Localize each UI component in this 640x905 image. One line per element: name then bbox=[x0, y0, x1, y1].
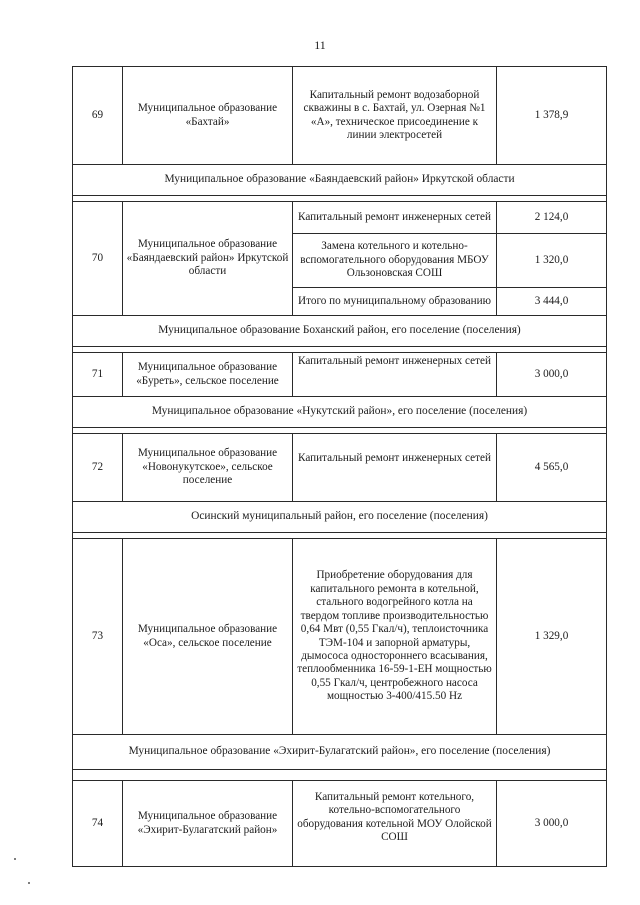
subtotal-amount-cell: 3 444,0 bbox=[497, 288, 607, 316]
table-row bbox=[73, 781, 607, 867]
scan-speck bbox=[28, 882, 30, 884]
section-title: Муниципальное образование «Эхирит-Булагатский район», его поселение (поселения) bbox=[73, 735, 607, 770]
municipality-cell: Муниципальное образование «Оса», сельское поселение bbox=[123, 539, 293, 735]
scan-speck bbox=[14, 858, 16, 860]
amount-cell: 1 378,9 bbox=[497, 67, 607, 165]
spacer-row bbox=[73, 770, 607, 781]
amount-cell: 3 000,0 bbox=[497, 781, 607, 867]
section-header-row bbox=[73, 316, 607, 347]
section-header-row bbox=[73, 502, 607, 533]
municipality-cell: Муниципальное образование «Баяндаевский район» Иркутской области bbox=[123, 202, 293, 316]
municipality-cell: Муниципальное образование «Бахтай» bbox=[123, 67, 293, 165]
subtotal-label-cell: Итого по муниципальному образованию bbox=[293, 288, 497, 316]
table-row bbox=[73, 67, 607, 165]
work-description-cell: Замена котельного и котельно-вспомогательного оборудования МБОУ Ользоновская СОШ bbox=[293, 234, 497, 288]
section-title: Муниципальное образование «Баяндаевский район» Иркутской области bbox=[73, 165, 607, 196]
amount-cell: 1 320,0 bbox=[497, 234, 607, 288]
row-number: 69 bbox=[73, 67, 123, 165]
table-row bbox=[73, 353, 607, 397]
amount-cell: 4 565,0 bbox=[497, 434, 607, 502]
table-row bbox=[73, 202, 607, 234]
row-number: 70 bbox=[73, 202, 123, 316]
work-description-cell: Капитальный ремонт инженерных сетей bbox=[293, 202, 497, 234]
municipality-cell: Муниципальное образование «Эхирит-Булагатский район» bbox=[123, 781, 293, 867]
row-number: 72 bbox=[73, 434, 123, 502]
table-row bbox=[73, 434, 607, 502]
municipality-cell: Муниципальное образование «Новонукутское», сельское поселение bbox=[123, 434, 293, 502]
page-number: 11 bbox=[314, 38, 326, 52]
table-row bbox=[73, 539, 607, 735]
work-description-cell: Капитальный ремонт котельного, котельно-вспомогательного оборудования котельной МОУ Олойской СОШ bbox=[293, 781, 497, 867]
work-description-cell: Капитальный ремонт водозаборной скважины в с. Бахтай, ул. Озерная №1 «А», техническое присоединение к линии электросетей bbox=[293, 67, 497, 165]
section-title: Муниципальное образование «Нукутский район», его поселение (поселения) bbox=[73, 397, 607, 428]
amount-cell: 1 329,0 bbox=[497, 539, 607, 735]
work-description-cell: Приобретение оборудования для капитального ремонта в котельной, стального водогрейного котла на твердом топливе производительностью 0,64 Мвт (0,55 Гкал/ч), теплоисточника ТЭМ-104 и запорной арматуры, дымососа одностороннего всасывания, теплообменника 16-59-1-ЕН мощностью 0,55 Гкал/ч, центробежного насоса мощностью 3-400/415.50 Hz bbox=[293, 539, 497, 735]
section-title: Осинский муниципальный район, его поселение (поселения) bbox=[73, 502, 607, 533]
row-number: 71 bbox=[73, 353, 123, 397]
section-header-row bbox=[73, 397, 607, 428]
section-header-row bbox=[73, 165, 607, 196]
section-title: Муниципальное образование Боханский район, его поселение (поселения) bbox=[73, 316, 607, 347]
section-header-row bbox=[73, 735, 607, 770]
work-description-cell: Капитальный ремонт инженерных сетей bbox=[293, 434, 497, 502]
municipality-cell: Муниципальное образование «Буреть», сельское поселение bbox=[123, 353, 293, 397]
funding-table bbox=[72, 66, 607, 867]
row-number: 74 bbox=[73, 781, 123, 867]
work-description-cell: Капитальный ремонт инженерных сетей bbox=[293, 353, 497, 397]
amount-cell: 2 124,0 bbox=[497, 202, 607, 234]
amount-cell: 3 000,0 bbox=[497, 353, 607, 397]
row-number: 73 bbox=[73, 539, 123, 735]
